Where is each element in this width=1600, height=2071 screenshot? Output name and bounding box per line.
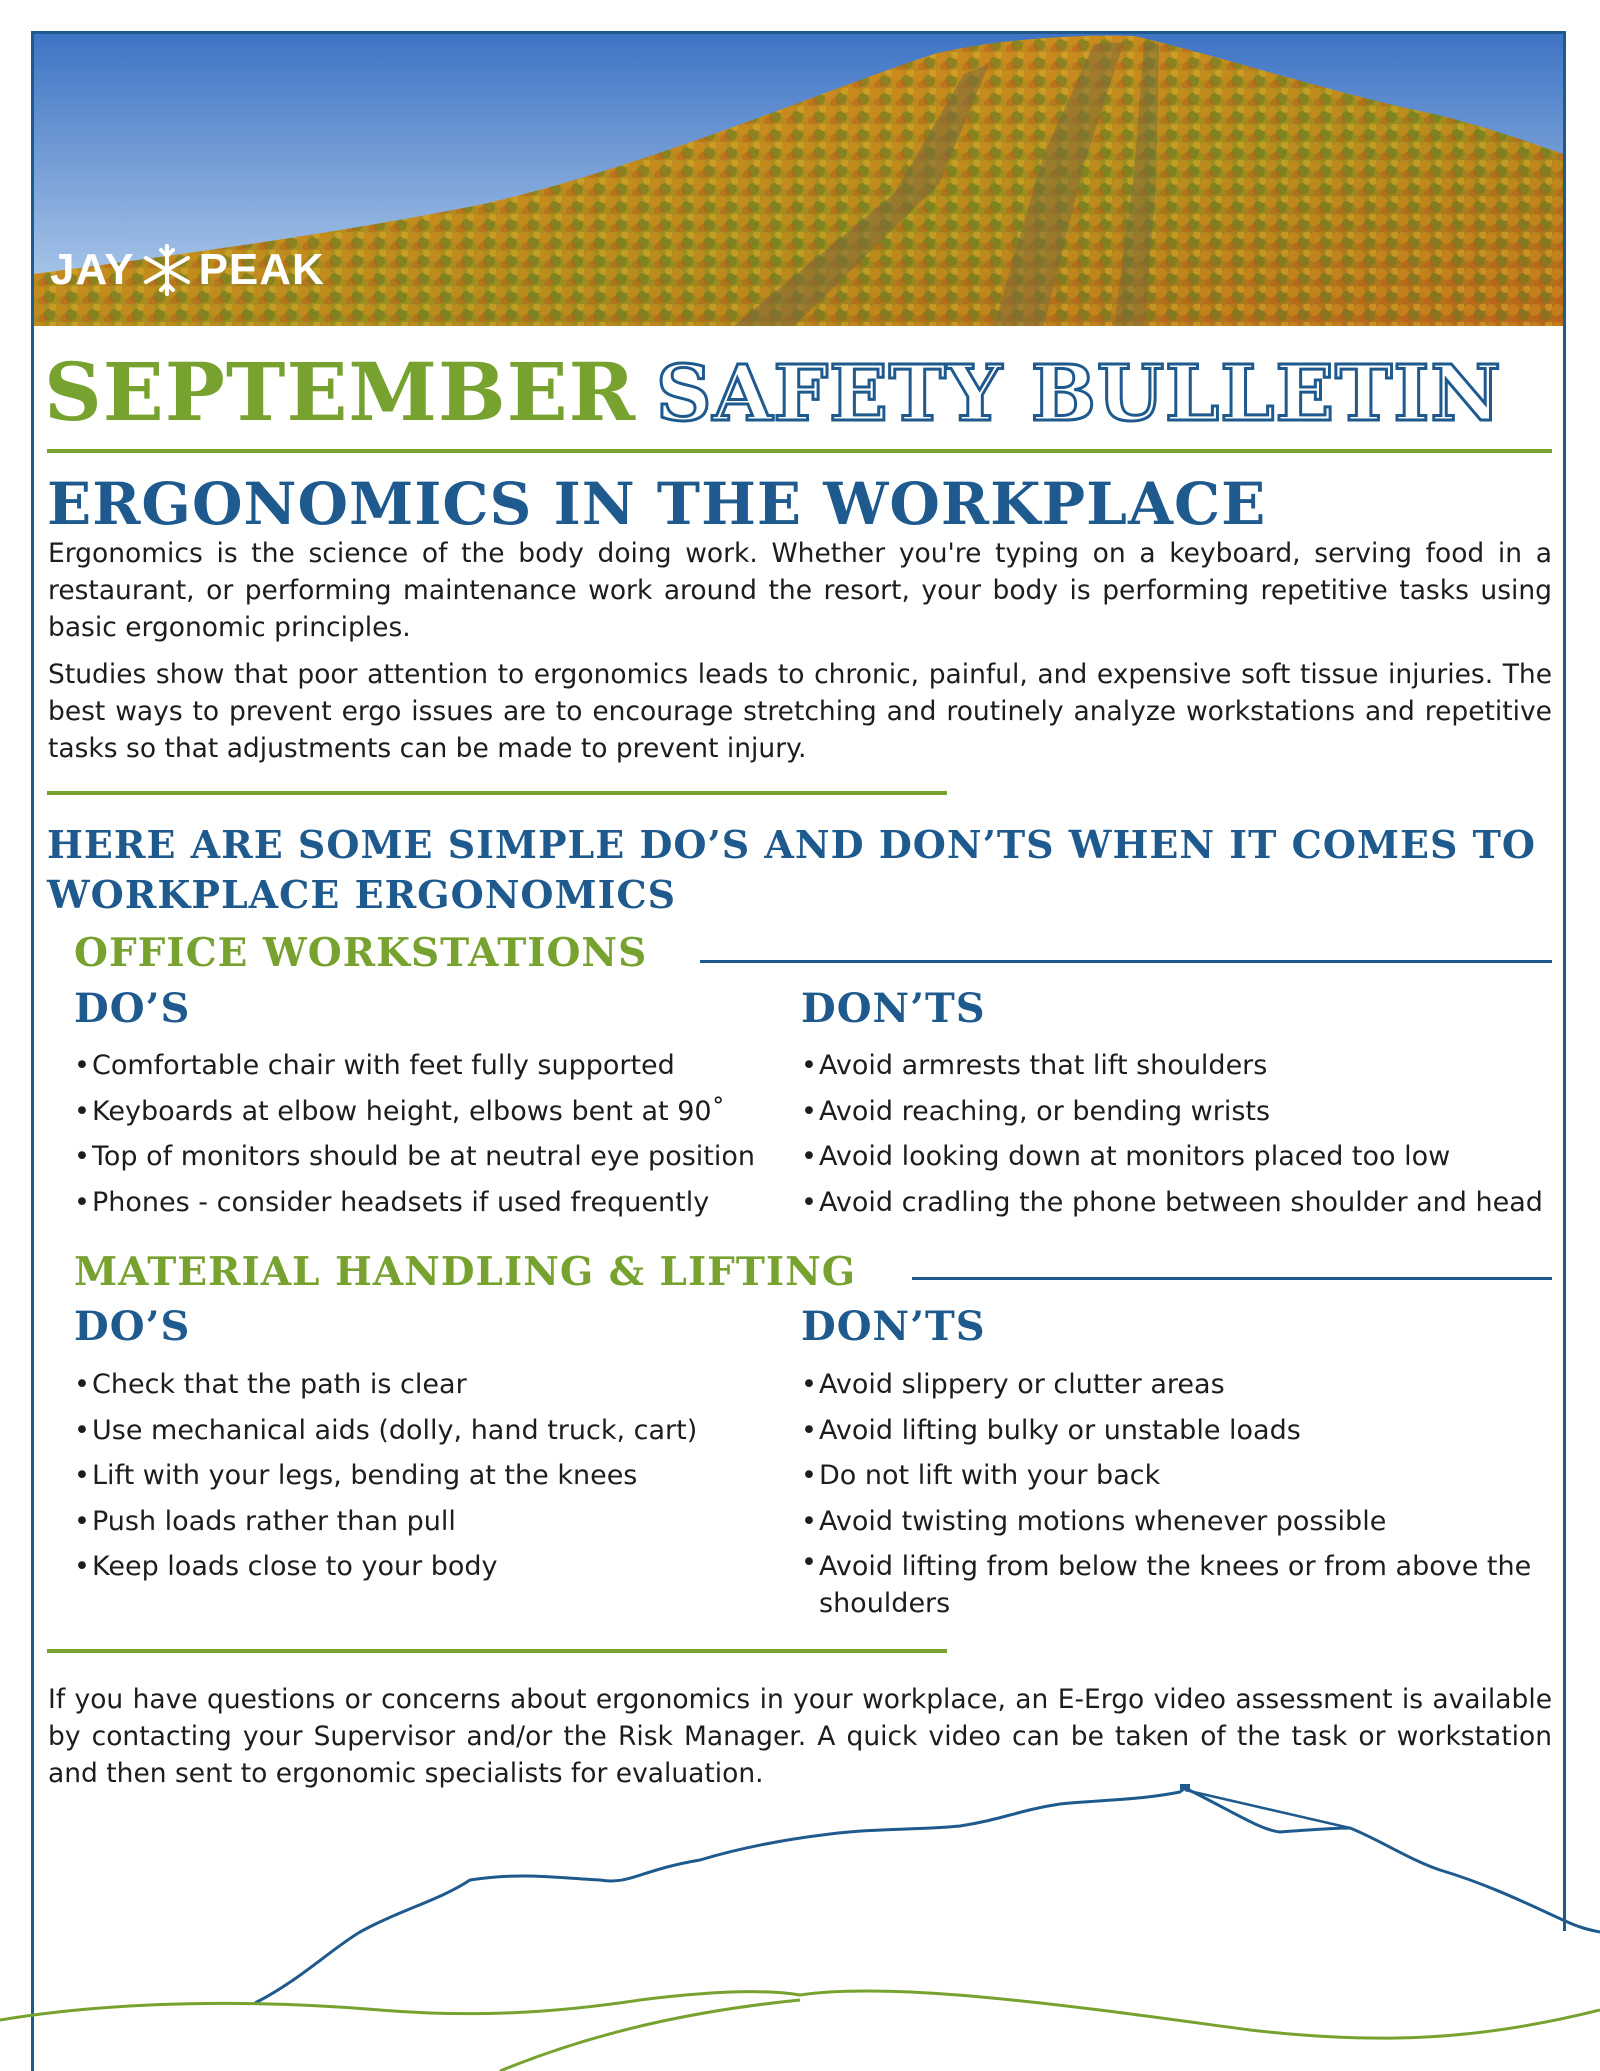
- intro-divider: [47, 791, 947, 795]
- list-item: • Avoid armrests that lift shoulders: [801, 1043, 1543, 1089]
- lifting-donts-list: [801, 1362, 1556, 1622]
- closing-paragraph: If you have questions or concerns about ergonomics in your workplace, an E-Ergo video assessment is available by contacting your Supervisor and/or the Risk Manager. A quick video can be taken of the task or workstation and then sent to ergonomic specialists for evaluation.: [48, 1684, 1552, 1789]
- intro-paragraph-1: Ergonomics is the science of the body doing work. Whether you're typing on a keyboard, serving food in a restaurant, or performing maintenance work around the resort, your body is performing repetitive tasks using basic ergonomic principles.: [48, 538, 1552, 643]
- logo-text-left: JAY: [50, 245, 135, 294]
- lifting-dos-list: [74, 1362, 697, 1590]
- list-item: • Do not lift with your back: [801, 1453, 1556, 1499]
- jay-peak-logo: [50, 240, 325, 300]
- list-item: • Avoid twisting motions whenever possible: [801, 1499, 1556, 1545]
- office-dos-list: [74, 1043, 755, 1225]
- bulletin-title: [44, 345, 1554, 439]
- title-divider: [47, 449, 1552, 453]
- list-item: • Avoid reaching, or bending wrists: [801, 1089, 1543, 1135]
- list-item: • Avoid lifting bulky or unstable loads: [801, 1408, 1556, 1454]
- list-item: • Top of monitors should be at neutral eye position: [74, 1134, 755, 1180]
- list-item: • Lift with your legs, bending at the knees: [74, 1453, 697, 1499]
- intro-paragraph-2: Studies show that poor attention to ergonomics leads to chronic, painful, and expensive soft tissue injuries. The best ways to prevent ergo issues are to encourage stretching and routinely analyze workstations and repetitive tasks so that adjustments can be made to prevent injury.: [48, 659, 1552, 764]
- list-item: • Push loads rather than pull: [74, 1499, 697, 1545]
- list-item: • Use mechanical aids (dolly, hand truck, cart): [74, 1408, 697, 1454]
- list-item: • Check that the path is clear: [74, 1362, 697, 1408]
- section-title-lifting: MATERIAL HANDLING & LIFTING: [74, 1249, 857, 1295]
- office-dos-label: DO’S: [74, 985, 191, 1032]
- list-item: • Comfortable chair with feet fully supported: [74, 1043, 755, 1089]
- snowflake-icon: [139, 242, 195, 298]
- section-rule-office: [700, 960, 1552, 963]
- office-donts-list: [801, 1043, 1543, 1225]
- list-item: • Avoid lifting from below the knees or from above the shoulders: [801, 1544, 1556, 1622]
- list-item: • Avoid slippery or clutter areas: [801, 1362, 1556, 1408]
- list-item: • Avoid cradling the phone between shoulder and head: [801, 1180, 1543, 1226]
- logo-text-right: PEAK: [198, 245, 325, 294]
- list-item: • Phones - consider headsets if used frequently: [74, 1180, 755, 1226]
- list-item: • Keep loads close to your body: [74, 1544, 697, 1590]
- list-item: • Keyboards at elbow height, elbows bent at 90˚: [74, 1089, 755, 1135]
- title-month: SEPTEMBER: [44, 345, 637, 439]
- title-bulletin: SAFETY BULLETIN: [656, 349, 1502, 439]
- page-heading: ERGONOMICS IN THE WORKPLACE: [47, 470, 1267, 538]
- section-rule-lifting: [912, 1277, 1552, 1280]
- page-frame-right: [1563, 31, 1566, 1931]
- office-donts-label: DON’TS: [801, 985, 986, 1032]
- dos-donts-heading: HERE ARE SOME SIMPLE DO’S AND DON’TS WHEN IT COMES TO WORKPLACE ERGONOMICS: [47, 822, 1537, 917]
- mountain-outline-illustration: [0, 1760, 1600, 2071]
- list-item: • Avoid looking down at monitors placed too low: [801, 1134, 1543, 1180]
- lifting-donts-label: DON’TS: [801, 1303, 986, 1350]
- section-title-office: OFFICE WORKSTATIONS: [74, 930, 648, 976]
- closing-divider: [47, 1649, 947, 1653]
- lifting-dos-label: DO’S: [74, 1303, 191, 1350]
